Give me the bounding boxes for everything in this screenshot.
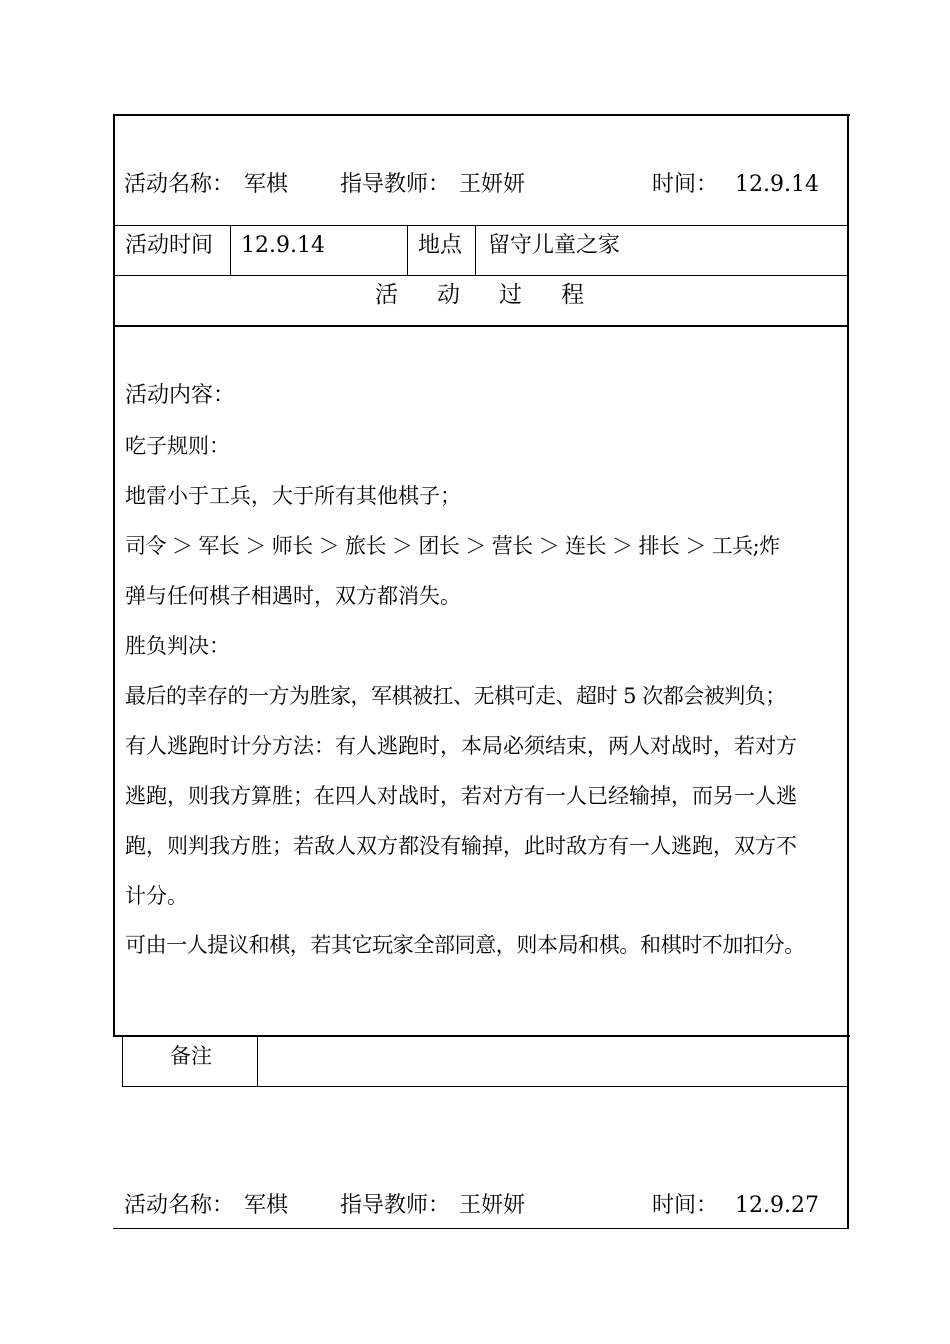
location-value: 留守儿童之家 (488, 233, 621, 258)
remarks-label: 备注 (170, 1044, 212, 1068)
content-line: 司令 ＞ 军长 ＞ 师长 ＞ 旅长 ＞ 团长 ＞ 营长 ＞ 连长 ＞ 排长 ＞ 工兵;炸 (125, 534, 780, 558)
col-divider-3 (475, 225, 476, 275)
content-bottom-border (113, 1035, 850, 1037)
time-value-2: 12.9.27 (735, 1193, 819, 1218)
content-line: 吃子规则： (125, 434, 230, 458)
activity-time-value: 12.9.14 (241, 233, 325, 258)
content-line: 可由一人提议和棋，若其它玩家全部同意，则本局和棋。和棋时不加扣分。 (125, 933, 805, 957)
activity-name-2: 军棋 (244, 1193, 289, 1218)
table-right-border (847, 114, 849, 1228)
teacher-label-2: 指导教师： (340, 1193, 451, 1218)
page-bottom-border (113, 1228, 849, 1229)
teacher-name-2: 王妍妍 (459, 1193, 526, 1218)
col-divider-2 (407, 225, 408, 275)
teacher-label: 指导教师： (340, 172, 451, 197)
activity-name-label: 活动名称： (124, 172, 235, 197)
content-line: 弹与任何棋子相遇时，双方都消失。 (125, 584, 461, 608)
location-label: 地点 (418, 233, 463, 258)
time-label-2: 时间： (652, 1193, 719, 1218)
row-divider-1 (113, 225, 849, 226)
remarks-left-border (122, 1036, 123, 1087)
process-title: 活 动 过 程 (375, 282, 592, 308)
content-line: 计分。 (125, 884, 188, 908)
remarks-bottom-border (122, 1086, 849, 1087)
row-divider-3 (113, 325, 849, 327)
table-left-border (113, 114, 115, 1036)
content-line: 逃跑，则我方算胜；在四人对战时，若对方有一人已经输掉，而另一人逃 (125, 784, 797, 808)
col-divider-1 (230, 225, 231, 275)
content-heading: 活动内容： (125, 383, 236, 408)
content-line: 地雷小于工兵，大于所有其他棋子； (125, 484, 461, 508)
activity-time-label: 活动时间 (125, 233, 214, 258)
teacher-name: 王妍妍 (459, 172, 526, 197)
activity-name-label-2: 活动名称： (124, 1193, 235, 1218)
time-value: 12.9.14 (735, 172, 819, 197)
content-line: 最后的幸存的一方为胜家，军棋被扛、无棋可走、超时 5 次都会被判负； (125, 684, 786, 708)
row-divider-2 (113, 275, 849, 276)
content-line: 跑，则判我方胜；若敌人双方都没有输掉，此时敌方有一人逃跑，双方不 (125, 834, 797, 858)
remarks-col-divider (257, 1036, 258, 1087)
activity-name: 军棋 (244, 172, 289, 197)
time-label: 时间： (652, 172, 719, 197)
content-line: 有人逃跑时计分方法：有人逃跑时，本局必须结束，两人对战时，若对方 (125, 734, 797, 758)
content-line: 胜负判决： (125, 634, 230, 658)
table-top-border (113, 114, 850, 116)
